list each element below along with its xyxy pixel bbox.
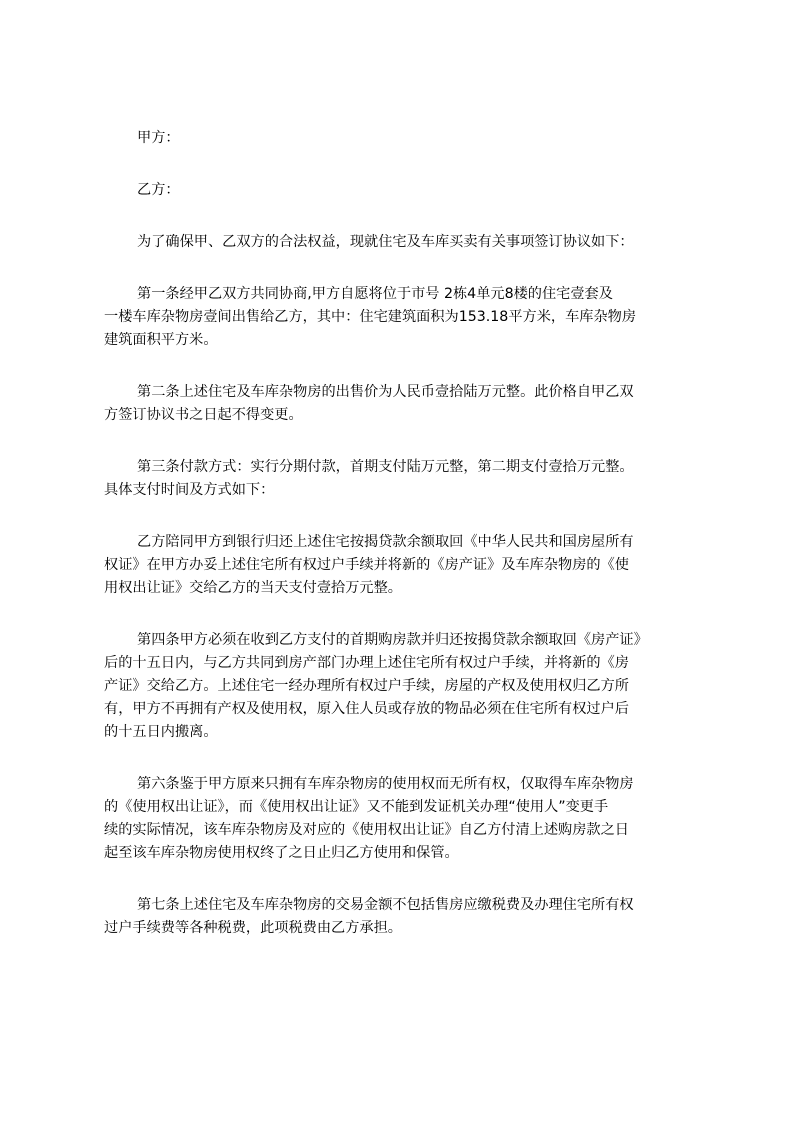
article-2 bbox=[104, 381, 697, 427]
article-1-line: 一楼车库杂物房壹间出售给乙方，其中：住宅建筑面积为153.18平方米，车库杂物房 bbox=[104, 309, 637, 325]
article-6 bbox=[104, 773, 697, 865]
article-6-line: 起至该车库杂物房使用权终了之日止归乙方使用和保管。 bbox=[104, 845, 459, 861]
article-3 bbox=[104, 456, 697, 502]
paragraph-gap bbox=[104, 865, 697, 894]
payment-detail-line: 用权出让证》交给乙方的当天支付壹拾万元整。 bbox=[104, 580, 402, 596]
party-b-text: 乙方： bbox=[137, 182, 180, 198]
article-6-line: 的《使用权出让证》，而《使用权出让证》又不能到发证机关办理“使用人”变更手 bbox=[104, 799, 609, 815]
payment-detail bbox=[104, 531, 697, 600]
article-6-line: 续的实际情况，该车库杂物房及对应的《使用权出让证》自乙方付清上述购房款之日 bbox=[104, 822, 629, 838]
article-7 bbox=[104, 894, 697, 940]
article-2-line: 方签订协议书之日起不得变更。 bbox=[104, 407, 303, 423]
paragraph-gap bbox=[104, 502, 697, 531]
paragraph-gap bbox=[104, 352, 697, 381]
paragraph-gap bbox=[104, 202, 697, 231]
article-7-line: 第七条上述住宅及车库杂物房的交易金额不包括售房应缴税费及办理住宅所有权 bbox=[137, 897, 634, 913]
article-2-line: 第二条上述住宅及车库杂物房的出售价为人民币壹拾陆万元整。此价格自甲乙双 bbox=[137, 384, 634, 400]
agreement-body bbox=[104, 127, 697, 940]
article-1-line: 建筑面积平方米。 bbox=[104, 332, 218, 348]
paragraph-gap bbox=[104, 427, 697, 456]
article-1-line: 第一条经甲乙双方共同协商,甲方自愿将位于市号 2栋4单元8楼的住宅壹套及 bbox=[137, 286, 613, 302]
payment-detail-line: 乙方陪同甲方到银行归还上述住宅按揭贷款余额取回《中华人民共和国房屋所有 bbox=[137, 534, 634, 550]
article-4-line: 的十五日内搬离。 bbox=[104, 724, 218, 740]
party-a-line bbox=[104, 127, 697, 150]
article-4 bbox=[104, 629, 697, 744]
article-4-line: 产证》交给乙方。上述住宅一经办理所有权过户手续，房屋的产权及使用权归乙方所 bbox=[104, 678, 629, 694]
article-3-line: 第三条付款方式：实行分期付款，首期支付陆万元整，第二期支付壹拾万元整。 bbox=[137, 459, 634, 475]
intro-text: 为了确保甲、乙双方的合法权益，现就住宅及车库买卖有关事项签订协议如下： bbox=[137, 234, 634, 250]
party-a-text: 甲方： bbox=[137, 130, 180, 146]
paragraph-gap bbox=[104, 150, 697, 179]
party-b-line bbox=[104, 179, 697, 202]
article-7-line: 过户手续费等各种税费，此项税费由乙方承担。 bbox=[104, 920, 402, 936]
paragraph-gap bbox=[104, 600, 697, 629]
article-3-line: 具体支付时间及方式如下： bbox=[104, 482, 275, 498]
article-1 bbox=[104, 283, 697, 352]
article-6-line: 第六条鉴于甲方原来只拥有车库杂物房的使用权而无所有权，仅取得车库杂物房 bbox=[137, 776, 634, 792]
intro-paragraph bbox=[104, 231, 697, 254]
article-4-line: 第四条甲方必须在收到乙方支付的首期购房款并归还按揭贷款余额取回《房产证》 bbox=[137, 632, 648, 648]
payment-detail-line: 权证》在甲方办妥上述住宅所有权过户手续并将新的《房产证》及车库杂物房的《使 bbox=[104, 557, 629, 573]
paragraph-gap bbox=[104, 744, 697, 773]
article-4-line: 后的十五日内，与乙方共同到房产部门办理上述住宅所有权过户手续，并将新的《房 bbox=[104, 655, 629, 671]
article-4-line: 有，甲方不再拥有产权及使用权，原入住人员或存放的物品必须在住宅所有权过户后 bbox=[104, 701, 629, 717]
paragraph-gap bbox=[104, 254, 697, 283]
